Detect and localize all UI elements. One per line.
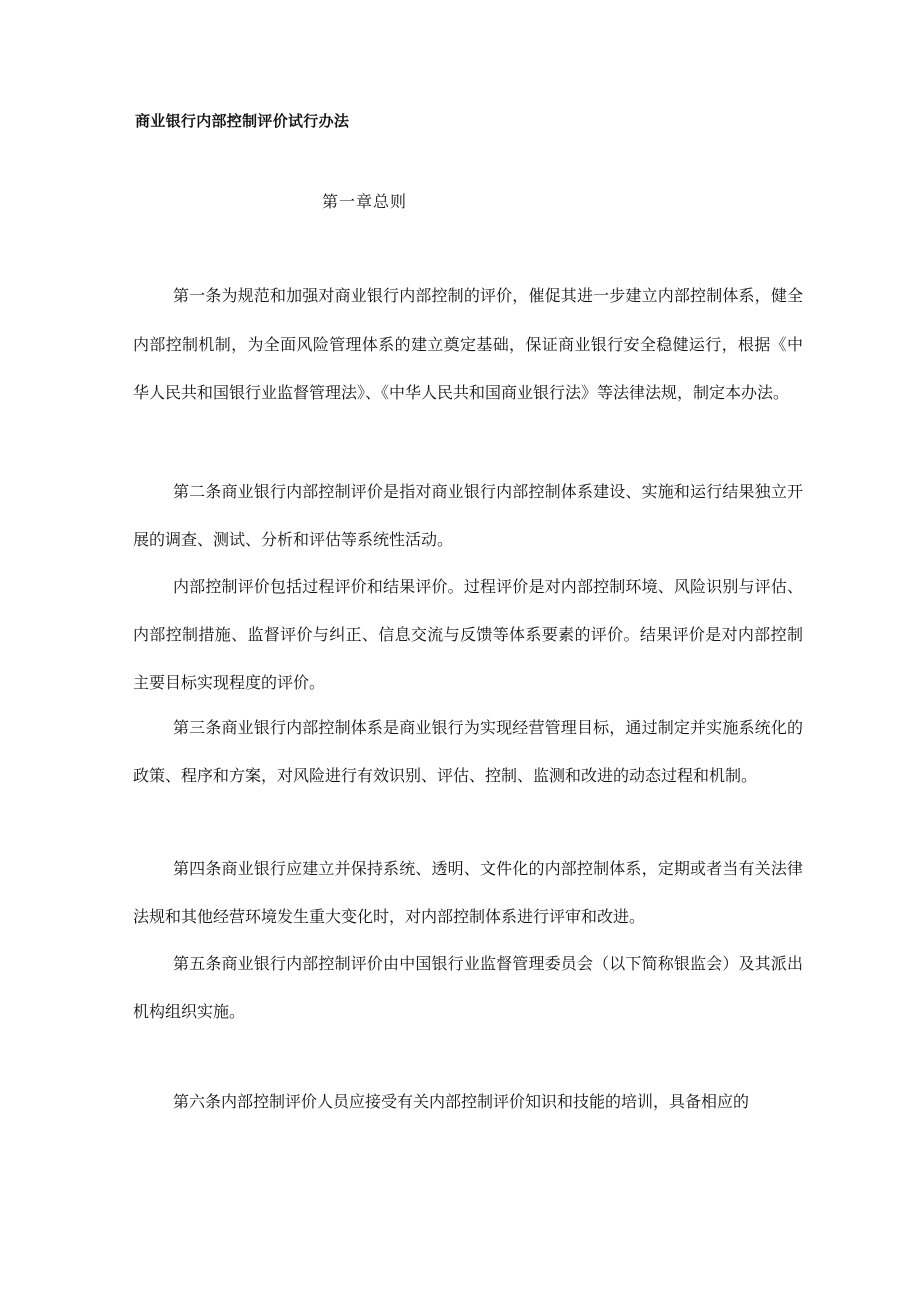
paragraph-evaluation-types: 内部控制评价包括过程评价和结果评价。过程评价是对内部控制环境、风险识别与评估、内部控制措施、监督评价与纠正、信息交流与反馈等体系要素的评价。结果评价是对内部控制主要目标实现程度的评价。 bbox=[133, 577, 803, 692]
paragraph-article-6: 第六条内部控制评价人员应接受有关内部控制评价知识和技能的培训，具备相应的 bbox=[173, 1092, 750, 1111]
paragraph-article-5: 第五条商业银行内部控制评价由中国银行业监督管理委员会（以下简称银监会）及其派出机构组织实施。 bbox=[133, 954, 803, 1021]
paragraph-article-4: 第四条商业银行应建立并保持系统、透明、文件化的内部控制体系，定期或者当有关法律法规和其他经营环境发生重大变化时，对内部控制体系进行评审和改进。 bbox=[133, 859, 803, 926]
paragraph-article-1: 第一条为规范和加强对商业银行内部控制的评价，催促其进一步建立内部控制体系，健全内部控制机制，为全面风险管理体系的建立奠定基础，保证商业银行安全稳健运行，根据《中华人民共和国银行业监督管理法》、《中华人民共和国商业银行法》等法律法规，制定本办法。 bbox=[133, 286, 803, 402]
chapter-heading: 第一章总则 bbox=[322, 192, 408, 211]
paragraph-article-2: 第二条商业银行内部控制评价是指对商业银行内部控制体系建设、实施和运行结果独立开展的调查、测试、分析和评估等系统性活动。 bbox=[133, 482, 803, 549]
document-title: 商业银行内部控制评价试行办法 bbox=[135, 112, 350, 130]
paragraph-article-3: 第三条商业银行内部控制体系是商业银行为实现经营管理目标，通过制定并实施系统化的政策、程序和方案，对风险进行有效识别、评估、控制、监测和改进的动态过程和机制。 bbox=[133, 718, 803, 785]
